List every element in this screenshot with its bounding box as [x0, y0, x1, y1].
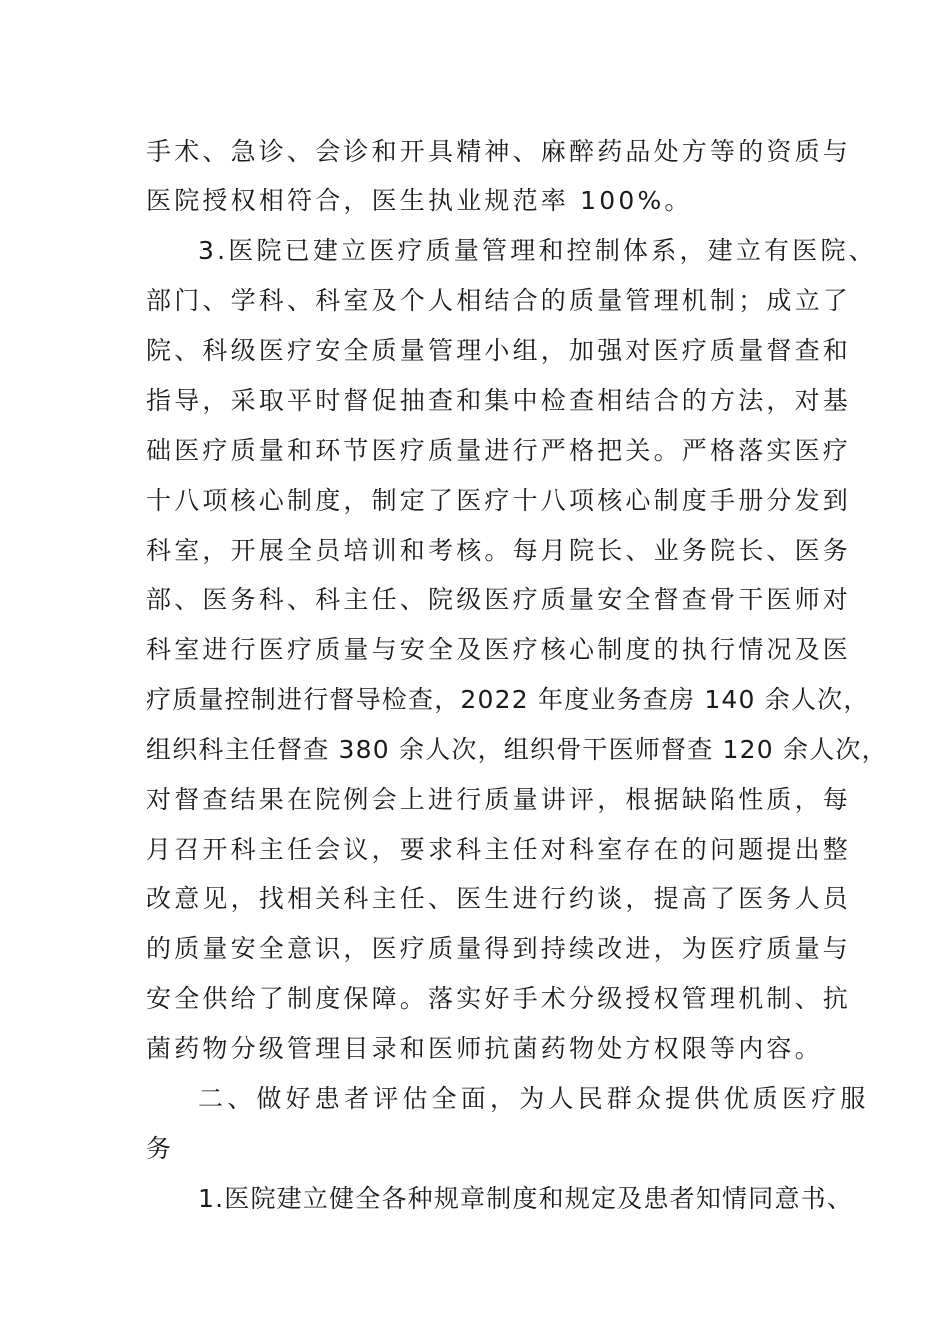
paragraph-3-start: 3.医院已建立医疗质量管理和控制体系，建立有医院、 — [198, 236, 877, 265]
text-line: 部门、学科、科室及个人相结合的质量管理机制；成立了 — [146, 286, 852, 315]
text-line: 部、医务科、科主任、院级医疗质量安全督查骨干医师对 — [146, 585, 852, 614]
text-line: 的质量安全意识，医疗质量得到持续改进，为医疗质量与 — [146, 934, 852, 963]
text-line: 手术、急诊、会诊和开具精神、麻醉药品处方等的资质与 — [146, 137, 852, 166]
section-heading: 二、做好患者评估全面，为人民群众提供优质医疗服 — [198, 1084, 870, 1113]
text-line: 疗质量控制进行督导检查，2022 年度业务查房 140 余人次， — [146, 685, 870, 714]
text-line: 科室进行医疗质量与安全及医疗核心制度的执行情况及医 — [146, 635, 852, 664]
text-line: 指导，采取平时督促抽查和集中检查相结合的方法，对基 — [146, 386, 852, 415]
text-line: 对督查结果在院例会上进行质量讲评，根据缺陷性质，每 — [146, 785, 852, 814]
text-line: 组织科主任督查 380 余人次，组织骨干医师督查 120 余人次， — [146, 735, 888, 764]
text-line: 十八项核心制度，制定了医疗十八项核心制度手册分发到 — [146, 486, 852, 515]
text-line: 安全供给了制度保障。落实好手术分级授权管理机制、抗 — [146, 984, 852, 1013]
section-heading-continuation: 务 — [146, 1134, 175, 1163]
text-line: 改意见，找相关科主任、医生进行约谈，提高了医务人员 — [146, 884, 852, 913]
text-line: 月召开科主任会议，要求科主任对科室存在的问题提出整 — [146, 835, 852, 864]
paragraph-1-start: 1.医院建立健全各种规章制度和规定及患者知情同意书、 — [198, 1184, 854, 1213]
text-line: 菌药物分级管理目录和医师抗菌药物处方权限等内容。 — [146, 1034, 823, 1063]
text-line: 础医疗质量和环节医疗质量进行严格把关。严格落实医疗 — [146, 436, 852, 465]
text-line: 医院授权相符合，医生执业规范率 100%。 — [146, 186, 693, 215]
text-line: 科室，开展全员培训和考核。每月院长、业务院长、医务 — [146, 536, 852, 565]
text-line: 院、科级医疗安全质量管理小组，加强对医疗质量督查和 — [146, 336, 852, 365]
